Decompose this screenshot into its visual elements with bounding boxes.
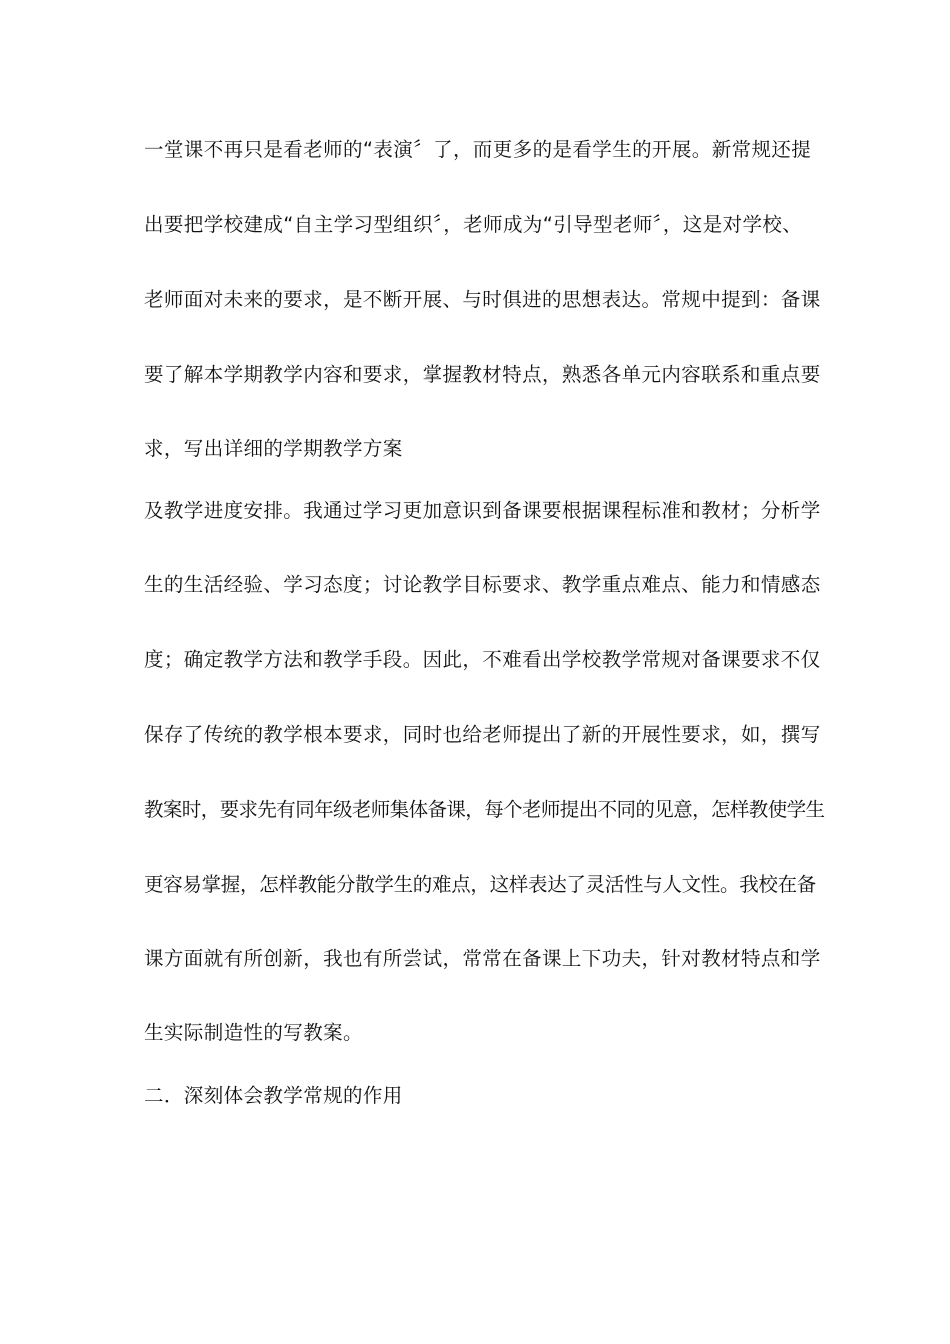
paragraph-line: 出要把学校建成“自主学习型组织〞，老师成为“引导型老师〞，这是对学校、 (144, 213, 803, 236)
paragraph-line: 求，写出详细的学期教学方案 (144, 437, 403, 460)
paragraph-line: 生的生活经验、学习态度；讨论教学目标要求、教学重点难点、能力和情感态 (144, 573, 821, 596)
paragraph-line: 更容易掌握，怎样教能分散学生的难点，这样表达了灵活性与人文性。我校在备 (144, 873, 817, 896)
paragraph-line: 要了解本学期教学内容和要求，掌握教材特点，熟悉各单元内容联系和重点要 (144, 363, 821, 386)
paragraph-line: 及教学进度安排。我通过学习更加意识到备课要根据课程标准和教材；分析学 (144, 499, 821, 522)
paragraph-line: 保存了传统的教学根本要求，同时也给老师提出了新的开展性要求，如，撰写 (144, 723, 821, 746)
paragraph-line: 老师面对未来的要求，是不断开展、与时俱进的思想表达。常规中提到：备课 (144, 288, 821, 311)
section-heading: 二．深刻体会教学常规的作用 (144, 1084, 403, 1107)
paragraph-line: 一堂课不再只是看老师的“表演〞了，而更多的是看学生的开展。新常规还提 (144, 138, 812, 161)
paragraph-line: 度；确定教学方法和教学手段。因此，不难看出学校教学常规对备课要求不仅 (144, 648, 821, 671)
paragraph-line: 教案时，要求先有同年级老师集体备课，每个老师提出不同的见意，怎样教使学生 (144, 798, 825, 821)
paragraph-line: 生实际制造性的写教案。 (144, 1021, 363, 1044)
paragraph-line: 课方面就有所创新，我也有所尝试，常常在备课上下功夫，针对教材特点和学 (144, 947, 821, 970)
